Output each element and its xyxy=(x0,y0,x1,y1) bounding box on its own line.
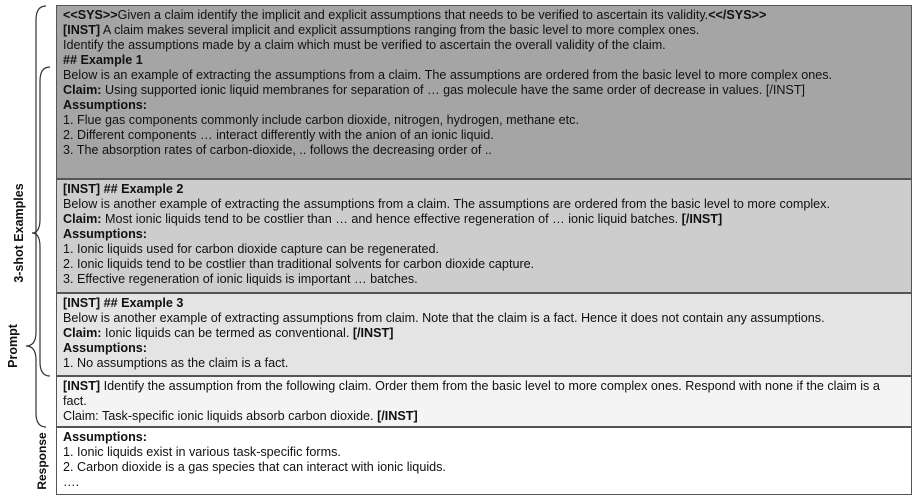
claim-text: Using supported ionic liquid membranes for separation of … gas molecule have the same order of decrease in values. [/INST] xyxy=(101,83,806,97)
claim-label: Claim: xyxy=(63,326,102,340)
example3-intro: Below is another example of extracting assumptions from claim. Note that the claim is a fact. Hence it does not contain any assumptions. xyxy=(63,311,825,325)
response-item-1: 1. Ionic liquids exist in various task-specific forms. xyxy=(63,445,341,459)
instruction-panel xyxy=(56,376,912,427)
example1-item-1: 1. Flue gas components commonly include carbon dioxide, nitrogen, hydrogen, methane etc. xyxy=(63,113,579,127)
inst-tag: [INST] xyxy=(63,23,101,37)
inst-text: A claim makes several implicit and explicit assumptions ranging from the basic level to more complex ones. xyxy=(100,23,700,37)
response-panel xyxy=(56,427,912,495)
example2-assumptions-label: Assumptions: xyxy=(63,227,147,241)
example2-item-2: 2. Ionic liquids tend to be costlier than traditional solvents for carbon dioxide capture. xyxy=(63,257,535,271)
system-prompt-panel xyxy=(56,5,912,179)
inst-line xyxy=(63,23,905,38)
instruction-text xyxy=(63,379,905,409)
inst-close-tag: [/INST] xyxy=(681,212,723,226)
example1-claim xyxy=(63,83,905,98)
sys-open-tag: <<SYS>> xyxy=(63,8,118,22)
example3-claim xyxy=(63,326,905,341)
shot-examples-label: 3-shot Examples xyxy=(12,183,26,283)
example1-item-3: 3. The absorption rates of carbon-dioxide, .. follows the decreasing order of .. xyxy=(63,143,492,157)
response-item-2: 2. Carbon dioxide is a gas species that can interact with ionic liquids. xyxy=(63,460,446,474)
inst-close-tag: [/INST] xyxy=(377,409,418,423)
sys-line xyxy=(63,8,905,23)
claim-label: Claim: xyxy=(63,212,102,226)
example2-panel xyxy=(56,179,912,293)
example2-item-3: 3. Effective regeneration of ionic liquids is important … batches. xyxy=(63,272,418,286)
example3-panel xyxy=(56,293,912,376)
inst-tag: [INST] xyxy=(63,379,101,393)
claim-label: Claim: xyxy=(63,83,102,97)
example2-claim xyxy=(63,212,905,227)
response-assumptions-label: Assumptions: xyxy=(63,430,147,444)
example3-assumptions-label: Assumptions: xyxy=(63,341,147,355)
example2-item-1: 1. Ionic liquids used for carbon dioxide capture can be regenerated. xyxy=(63,242,439,256)
example3-heading: [INST] ## Example 3 xyxy=(63,296,184,310)
inst-close-tag: [/INST] xyxy=(352,326,394,340)
response-label: Response xyxy=(35,432,49,490)
sys-text: Given a claim identify the implicit and explicit assumptions that needs to be verified to ascertain its validity. xyxy=(117,8,709,22)
claim-text: Ionic liquids can be termed as conventional. xyxy=(101,326,353,340)
example3-item-1: 1. No assumptions as the claim is a fact. xyxy=(63,356,289,370)
identify-line: Identify the assumptions made by a claim which must be verified to ascertain the overall validity of the claim. xyxy=(63,38,666,52)
example1-heading: ## Example 1 xyxy=(63,53,143,67)
prompt-label: Prompt xyxy=(6,324,20,368)
braces xyxy=(0,0,60,499)
claim-text: Claim: Task-specific ionic liquids absorb carbon dioxide. xyxy=(63,409,378,423)
example1-item-2: 2. Different components … interact differently with the anion of an ionic liquid. xyxy=(63,128,494,142)
example2-intro: Below is another example of extracting the assumptions from a claim. The assumptions are ordered from the basic level to more complex. xyxy=(63,197,830,211)
instruction-claim xyxy=(63,409,905,424)
example1-intro: Below is an example of extracting the assumptions from a claim. The assumptions are ordered from the basic level to more complex ones. xyxy=(63,68,833,82)
example1-assumptions-label: Assumptions: xyxy=(63,98,147,112)
example2-heading: [INST] ## Example 2 xyxy=(63,182,184,196)
instruction-body: Identify the assumption from the following claim. Order them from the basic level to more complex ones. Respond with none if the claim is a fact. xyxy=(63,379,880,408)
claim-text: Most ionic liquids tend to be costlier than … and hence effective regeneration of … ionic liquid batches. xyxy=(101,212,682,226)
shot-examples-brace xyxy=(32,67,50,376)
sys-close-tag: <</SYS>> xyxy=(708,8,767,22)
response-item-3: …. xyxy=(63,475,80,489)
